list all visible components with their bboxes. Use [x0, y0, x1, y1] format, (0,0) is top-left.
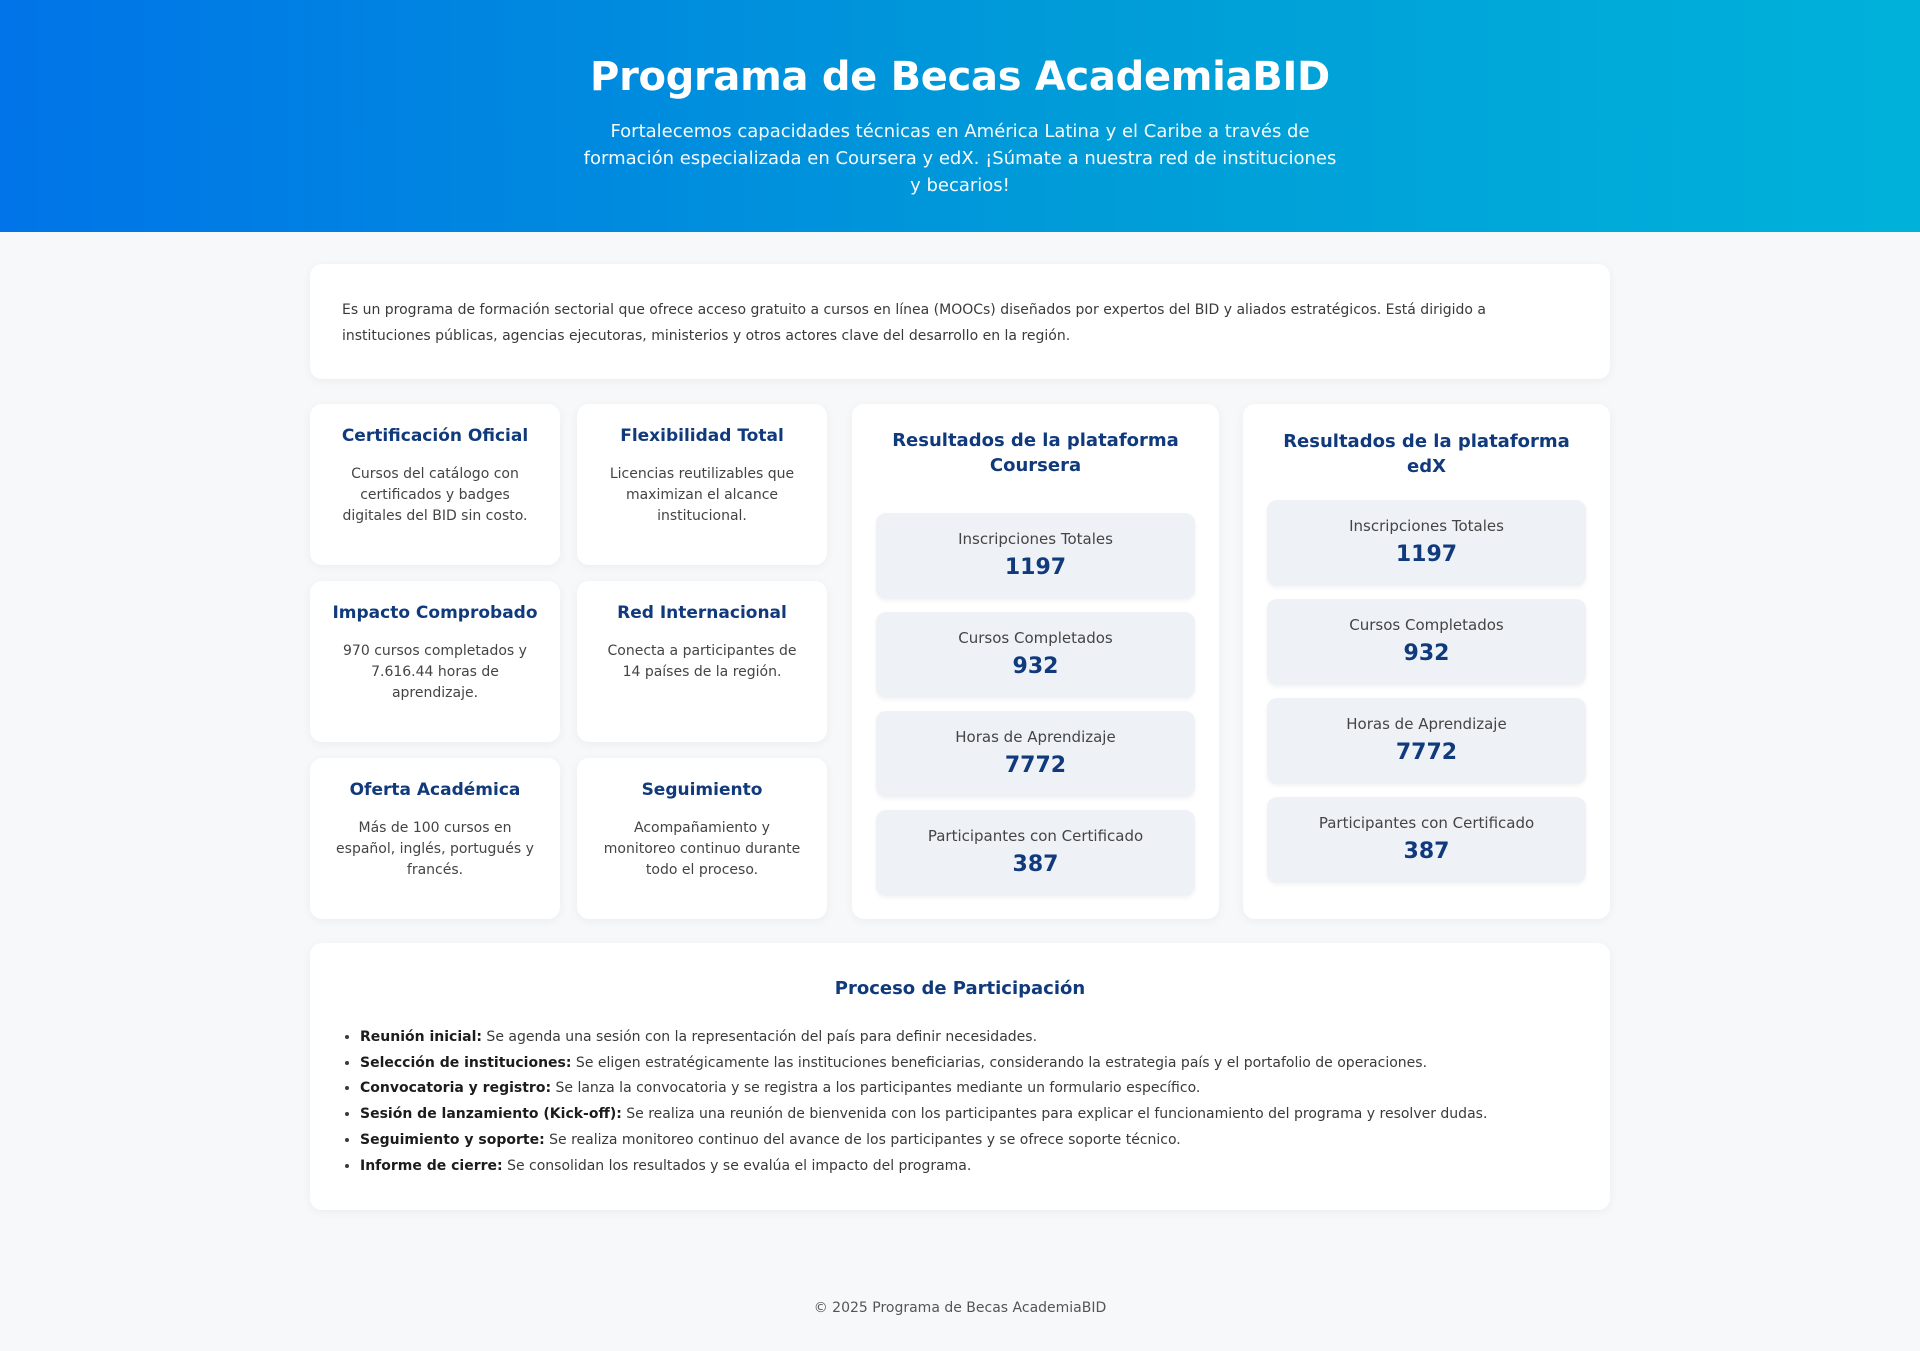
process-step-name: Reunión inicial:: [360, 1029, 482, 1045]
feature-card-impact: [310, 581, 560, 742]
process-step: [360, 1051, 1578, 1077]
process-step-text: Se consolidan los resultados y se evalúa el impacto del programa.: [502, 1157, 972, 1174]
process-step: [360, 1154, 1578, 1180]
stat-value: 7772: [1395, 740, 1458, 765]
feature-title: Flexibilidad Total: [620, 426, 784, 446]
process-step: [360, 1025, 1578, 1051]
feature-text: Acompañamiento y monitoreo continuo durante todo el proceso.: [603, 820, 801, 878]
feature-text: 970 cursos completados y 7.616.44 horas de aprendizaje.: [343, 643, 527, 701]
intro-card: [310, 264, 1610, 379]
process-step-name: Informe de cierre:: [360, 1157, 503, 1174]
stat-label: Horas de Aprendizaje: [955, 728, 1116, 746]
stat-label: Cursos Completados: [1349, 616, 1504, 634]
process-step: [360, 1102, 1578, 1128]
main-content: [310, 264, 1610, 1318]
feature-text: Cursos del catálogo con certificados y badges digitales del BID sin costo.: [342, 466, 528, 524]
stat-completed-courses: [1267, 599, 1586, 685]
stat-value: 7772: [1004, 753, 1067, 778]
stat-value: 932: [1012, 654, 1059, 679]
process-step-text: Se eligen estratégicamente las instituciones beneficiarias, considerando la estrategia país y el portafolio de operaciones.: [571, 1054, 1428, 1071]
feature-text: Conecta a participantes de 14 países de la región.: [607, 643, 797, 680]
process-step-text: Se agenda una sesión con la representación del país para definir necesidades.: [481, 1029, 1038, 1045]
process-step-name: Sesión de lanzamiento (Kick-off):: [360, 1106, 622, 1123]
stat-label: Horas de Aprendizaje: [1346, 715, 1507, 733]
process-step-name: Convocatoria y registro:: [360, 1080, 552, 1097]
process-title: Proceso de Participación: [834, 978, 1086, 999]
stat-label: Participantes con Certificado: [1318, 814, 1535, 832]
feature-card-academic-offer: [310, 758, 560, 919]
process-step-text: Se lanza la convocatoria y se registra a los participantes mediante un formulario específico.: [551, 1080, 1201, 1097]
feature-text: Más de 100 cursos en español, inglés, portugués y francés.: [336, 820, 534, 878]
stat-value: 387: [1012, 852, 1059, 877]
stat-learning-hours: [1267, 698, 1586, 784]
stat-total-enrollments: [876, 513, 1195, 599]
hero-banner: [0, 0, 1920, 232]
page-footer: [310, 1298, 1610, 1318]
stat-value: 1197: [1004, 555, 1067, 580]
feature-card-flexibility: [577, 404, 827, 565]
stat-value: 932: [1403, 641, 1450, 666]
coursera-stats: [876, 513, 1195, 896]
coursera-results-card: [852, 404, 1219, 919]
feature-card-network: [577, 581, 827, 742]
stat-learning-hours: [876, 711, 1195, 797]
process-step: [360, 1128, 1578, 1154]
edx-results-title: Resultados de la plataforma edX: [1283, 431, 1570, 477]
process-step-name: Selección de instituciones:: [360, 1054, 572, 1071]
stat-label: Participantes con Certificado: [927, 827, 1144, 845]
edx-results-card: [1243, 404, 1610, 919]
feature-card-follow-up: [577, 758, 827, 919]
intro-text: Es un programa de formación sectorial que ofrece acceso gratuito a cursos en línea (MOOCs) diseñados por expertos del BID y aliados estratégicos. Está dirigido a instituciones públicas, agencias ejecutoras, ministerios y otros actores clave del desarrollo en la región.: [342, 302, 1486, 344]
feature-card-certification: [310, 404, 560, 565]
edx-stats: [1267, 500, 1586, 883]
stat-certified-participants: [1267, 797, 1586, 883]
stat-certified-participants: [876, 810, 1195, 896]
feature-text: Licencias reutilizables que maximizan el alcance institucional.: [609, 466, 795, 524]
stat-label: Inscripciones Totales: [958, 530, 1113, 548]
feature-title: Seguimiento: [641, 780, 763, 800]
stat-label: Cursos Completados: [958, 629, 1113, 647]
stat-total-enrollments: [1267, 500, 1586, 586]
features-grid: [310, 404, 827, 919]
page-title: Programa de Becas AcademiaBID: [590, 54, 1330, 100]
stat-label: Inscripciones Totales: [1349, 517, 1504, 535]
copyright-text: © 2025 Programa de Becas AcademiaBID: [813, 1300, 1107, 1316]
features-and-results: [310, 404, 1610, 919]
stat-value: 1197: [1395, 542, 1458, 567]
feature-title: Certificación Oficial: [341, 426, 529, 446]
hero-subtitle: Fortalecemos capacidades técnicas en América Latina y el Caribe a través de formación especializada en Coursera y edX. ¡Súmate a nuestra red de instituciones y becarios!: [583, 121, 1337, 196]
process-step: [360, 1076, 1578, 1102]
process-step-name: Seguimiento y soporte:: [360, 1131, 545, 1148]
participation-process-card: [310, 943, 1610, 1210]
feature-title: Oferta Académica: [349, 780, 521, 800]
stat-value: 387: [1403, 839, 1450, 864]
process-step-text: Se realiza monitoreo continuo del avance de los participantes y se ofrece soporte técnico.: [544, 1131, 1181, 1148]
coursera-results-title: Resultados de la plataforma Coursera: [892, 430, 1179, 476]
stat-completed-courses: [876, 612, 1195, 698]
process-step-text: Se realiza una reunión de bienvenida con los participantes para explicar el funcionamiento del programa y resolver dudas.: [621, 1106, 1488, 1123]
process-steps-list: [342, 1025, 1578, 1179]
feature-title: Red Internacional: [617, 603, 787, 623]
feature-title: Impacto Comprobado: [332, 603, 538, 623]
